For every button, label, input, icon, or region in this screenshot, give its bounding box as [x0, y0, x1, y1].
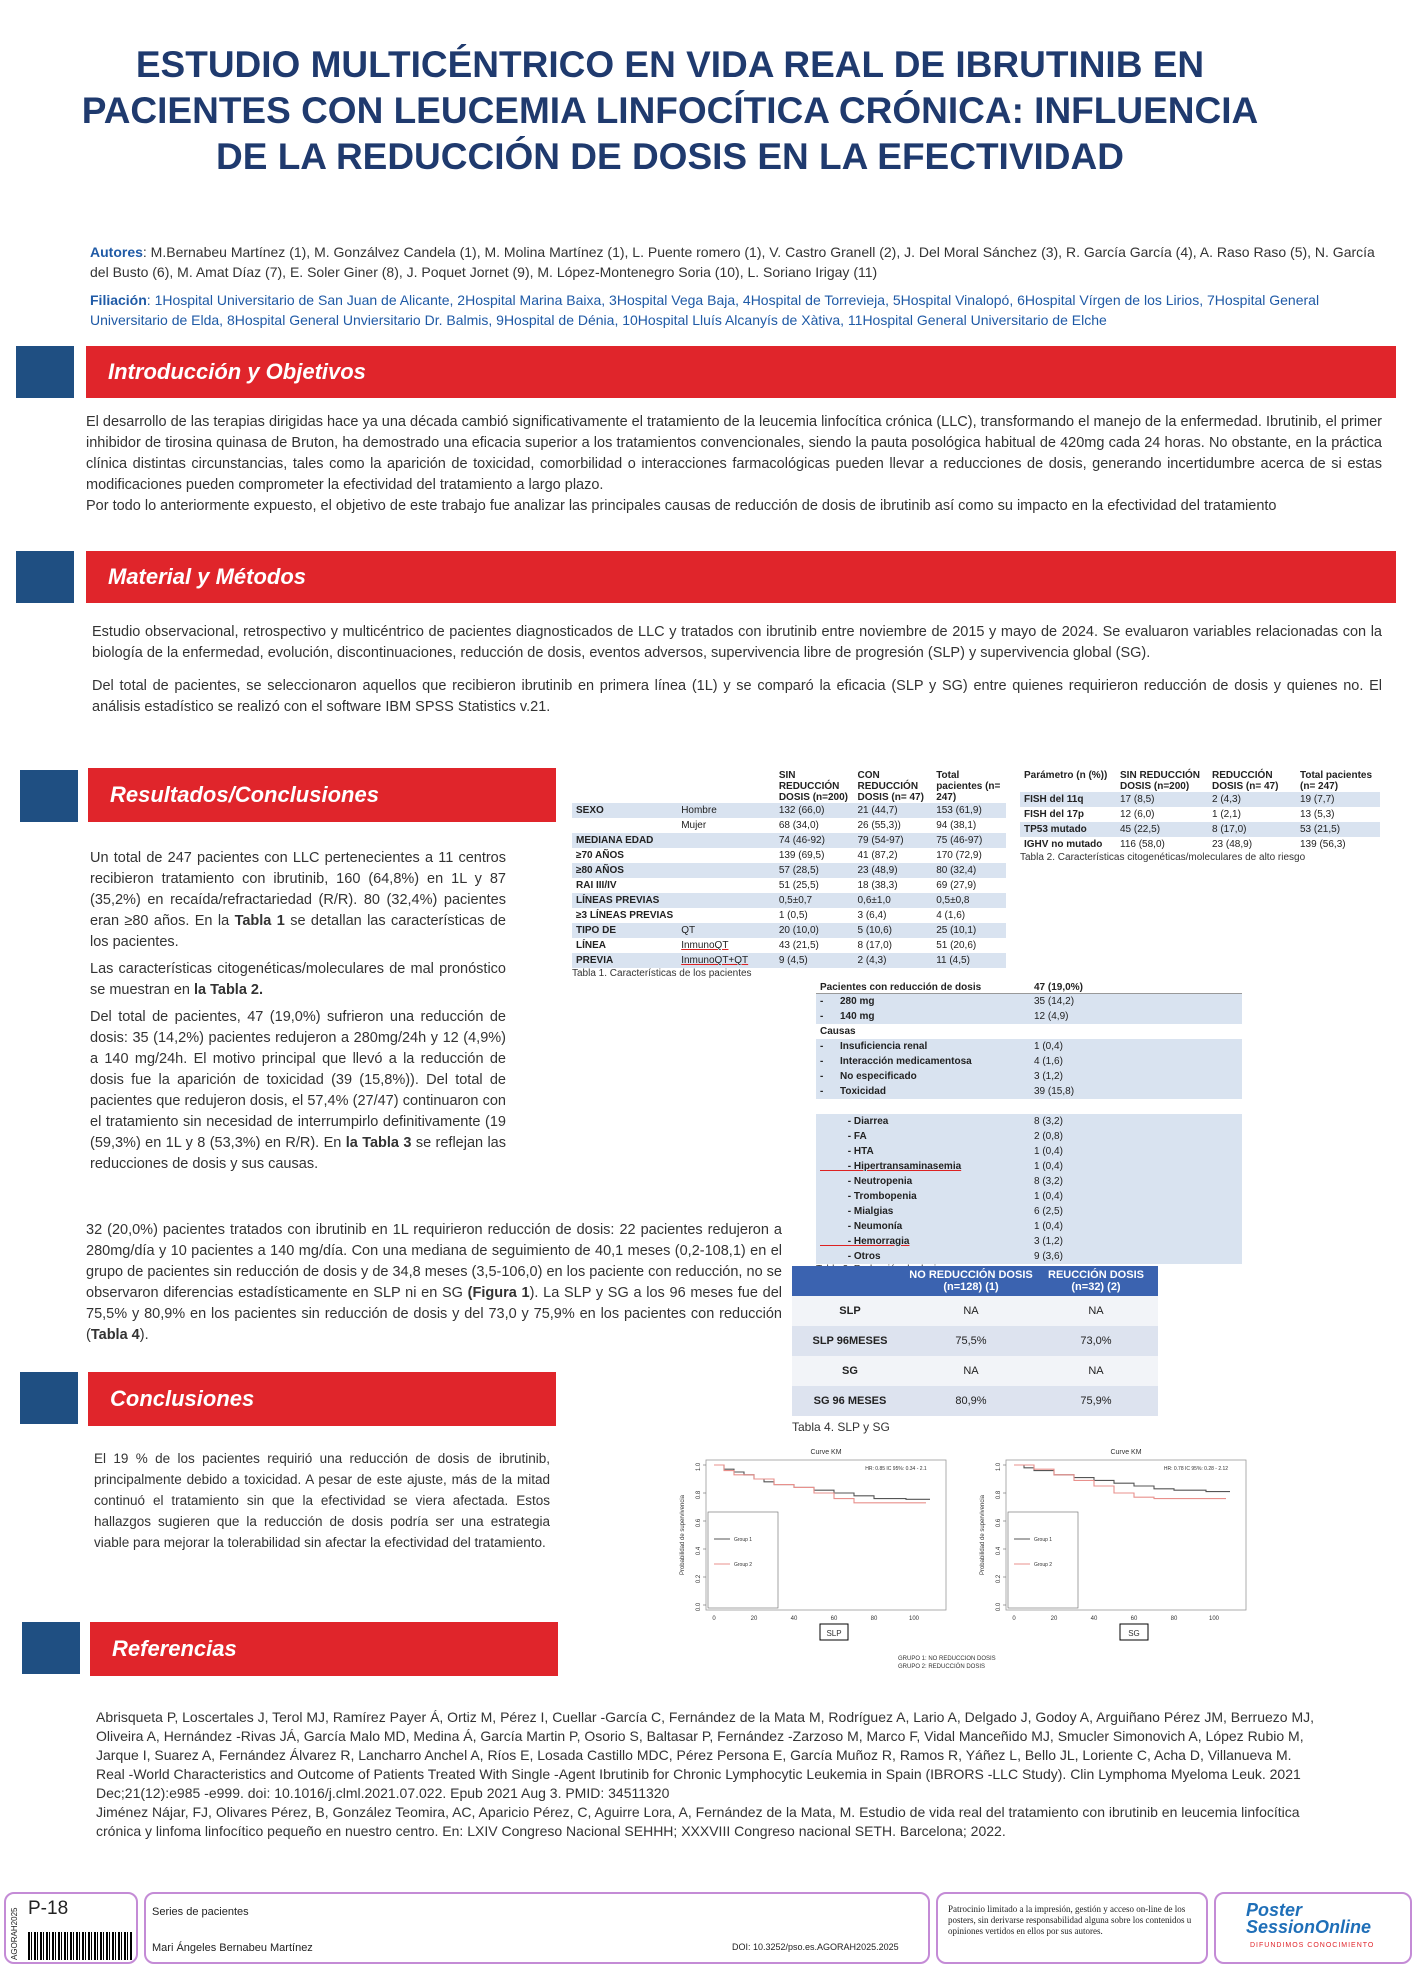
reference-2: Jiménez Nájar, FJ, Olivares Pérez, B, González Teomira, AC, Aparicio Pérez, C, Aguirre Lora, A, Fernández de la Mata, M. Estudio de vida real del tratamiento con ibrutinib en leucemia linfocítica crónica y linfoma linfocítico pequeño en nuestro centro. En: LXIV Congreso Nacional SEHHH; XXXVIII Congreso nacional SETH. Barcelona; 2022.: [96, 1804, 1300, 1839]
km-legend-group1: Group 1: [734, 1537, 753, 1543]
km-ytick: 0.6: [696, 1518, 702, 1528]
methods-square: [16, 551, 74, 603]
km-xtick: 0: [712, 1616, 716, 1622]
table-3-row: - Hemorragia 3 (1,2): [816, 1234, 1242, 1249]
results-text: [90, 848, 506, 1175]
km-xtick: 0: [1012, 1616, 1016, 1622]
logo-text: Poster SessionOnline: [1246, 1900, 1372, 1937]
table-3-row: Causas: [820, 1025, 856, 1037]
table-2: Parámetro (n (%)) SIN REDUCCIÓN DOSIS (n=200) REDUCCIÓN DOSIS (n= 47) Total pacientes (n= 247) FISH del 11q 17 (8,5) 2 (4,3) 19 (7,7) FISH del 17p 12 (6,0) 1 (2,1) 13 (5,3) TP53 mutado 45 (22,5) 8 (17,0) 53 (21,5) IGHV no mutado 116 (58,0) 23 (48,9) 139 (56,3) Tabla 2. Características citogenéticas/moleculares de alto riesgo: [1020, 770, 1380, 863]
km-xtick: 40: [790, 1616, 798, 1622]
barcode: [28, 1932, 132, 1960]
footer-author: Mari Ángeles Bernabeu Martínez: [152, 1942, 313, 1954]
methods-p2: Del total de pacientes, se seleccionaron aquellos que recibieron ibrutinib en primera línea (1L) y se comparó la eficacia (SLP y SG) entre quienes requirieron reducción de dosis y quienes no. El análisis estadístico se realizó con el software IBM SPSS Statistics v.21.: [92, 678, 1382, 715]
table-3-row: - Interacción medicamentosa 4 (1,6): [816, 1054, 1242, 1069]
intro-p2: Por todo lo anteriormente expuesto, el objetivo de este trabajo fue analizar las principales causas de reducción de dosis de ibrutinib así como su impacto en la efectividad del tratamiento: [86, 498, 1277, 514]
table-1-row: SEXO Hombre 132 (66,0) 21 (44,7) 153 (61,9): [572, 803, 1006, 818]
footer-info-box: [144, 1892, 930, 1964]
methods-p1: Estudio observacional, retrospectivo y multicéntrico de pacientes diagnosticados de LLC y tratados con ibrutinib entre noviembre de 2015 y mayo de 2024. Se evaluaron variables relacionadas con la biología de la enfermedad, evolución, discontinuaciones, reducción de dosis, eventos adversos, supervivencia libre de progresión (SLP) y supervivencia global (SG).: [92, 624, 1382, 661]
km-ytick: 0.6: [996, 1518, 1002, 1528]
intro-square: [16, 346, 74, 398]
table-4: NO REDUCCIÓN DOSIS (n=128) (1) REUCCIÓN DOSIS (n=32) (2) SLP NA NA SLP 96MESES 75,5% 73,0% SG NA NA SG 96 MESES 80,9% 75,9% Tabla 4. SLP y SG: [792, 1266, 1158, 1434]
km-xtick: 20: [750, 1616, 758, 1622]
affiliations: [90, 290, 1380, 330]
table-3-row: [816, 1099, 1242, 1114]
table-4-row: SG NA NA: [792, 1356, 1158, 1386]
footer-doi: DOI: 10.3252/pso.es.AGORAH2025.2025: [732, 1942, 899, 1952]
table-3-row: - Hipertransaminasemia 1 (0,4): [816, 1159, 1242, 1174]
reference-1: Abrisqueta P, Loscertales J, Terol MJ, Ramírez Payer Á, Ortiz M, Pérez I, Cuellar -García C, Fernández de la Mata M, Rodríguez A, Lario A, Delgado J, Godoy A, Arguiñano Pérez JM, Berruezo MJ, Oliveira A, Hernández -Rivas JÁ, García Malo MD, Medina Á, García Martin P, Osorio S, Baltasar P, Fernández -Zarzoso M, Marco F, Vidal Manceñido MJ, Smucler Simonovich A, López Rubio M, Jarque I, Suarez A, Fernández Álvarez R, Lancharro Anchel A, Ríos E, Losada Castillo MDC, Pérez Persona E, García Muñoz R, Ramos R, Yáñez L, Bello JL, Loriente C, Acha D, Villanueva M. Real -World Characteristics and Outcome of Patients Treated With Single -Agent Ibrutinib for Chronic Lymphocytic Leukemia in Spain (IBRORS -LLC Study). Clin Lymphoma Myeloma Leuk. 2021 Dec;21(12):e985 -e999. doi: 10.1016/j.clml.2021.07.022. Epub 2021 Aug 3. PMID: 34511320: [96, 1709, 1315, 1801]
table-2-row: TP53 mutado 45 (22,5) 8 (17,0) 53 (21,5): [1020, 822, 1380, 837]
references-square: [22, 1622, 80, 1674]
km-ytick: 0.8: [996, 1490, 1002, 1500]
results-p4: 32 (20,0%) pacientes tratados con ibrutinib en 1L requirieron reducción de dosis: 22 pacientes redujeron a 280mg/día y 10 pacientes a 140 mg/día. Con una mediana de seguimiento de 40,1 meses (0,2-108,1) en el grupo de pacientes sin reducción de dosis y de 34,8 meses (3,5-106,0) en los paciente con reducción, no se observaron diferencias estadísticamente en SLP ni en SG (Figura 1). La SLP y SG a los 96 meses fue del 75,5% y 80,9% en los pacientes sin reducción de dosis y del 73,0 y 75,9% en los pacientes con reducción (Tabla 4).: [86, 1222, 782, 1343]
km-legend-box: [708, 1512, 778, 1608]
km-panel-label: SLP: [826, 1629, 842, 1638]
intro-text: [86, 412, 1382, 517]
km-ytick: 1.0: [696, 1462, 702, 1472]
table-1-row: Mujer 68 (34,0) 26 (55,3)) 94 (38,1): [681, 820, 977, 831]
km-ylabel: Probabilidad de supervivencia: [680, 1494, 686, 1576]
table-3-row: - 140 mg 12 (4,9): [816, 1009, 1242, 1024]
km-xtick: 80: [870, 1616, 878, 1622]
intro-p1: El desarrollo de las terapias dirigidas hace ya una década cambió significativamente el tratamiento de la leucemia linfocítica crónica (LLC), transformando el manejo de la enfermedad. Ibrutinib, el primer inhibidor de tirosina quinasa de Bruton, ha demostrado una eficacia superior a los tratamientos convencionales, siendo la pauta posológica habitual de 420mg cada 24 horas. No obstante, en la práctica clínica distintas circunstancias, tales como la aparición de toxicidad, comorbilidad o interacciones farmacológicas pueden llevar a reducciones de dosis, generando incertidumbre acerca de si estas modificaciones pueden comprometer la efectividad del tratamiento a largo plazo.: [86, 414, 1383, 493]
poster-id: P-18: [28, 1898, 69, 1919]
conclusions-text: El 19 % de los pacientes requirió una reducción de dosis de ibrutinib, principalmente debido a toxicidad. A pesar de este ajuste, más de la mitad continuó el tratamiento sin que la efectividad se viera afectada. Estos hallazgos sugieren que la reducción de dosis podría ser una estrategia viable para mejorar la tolerabilidad sin afectar la efectividad del tratamiento.: [94, 1451, 550, 1550]
km-xtick: 20: [1050, 1616, 1058, 1622]
table-3-row: - Insuficiencia renal 1 (0,4): [816, 1039, 1242, 1054]
footer-logo-box[interactable]: [1214, 1892, 1412, 1964]
table-3-row: - 280 mg 35 (14,2): [816, 994, 1242, 1009]
side-code: AGORAH2025: [10, 1907, 19, 1960]
table-1-row: LÍNEAS PREVIAS 0,5±0,7 0,6±1,0 0,5±0,8: [572, 893, 1006, 908]
km-xtick: 100: [908, 1616, 920, 1622]
km-xtick: 40: [1090, 1616, 1098, 1622]
km-legend-group2: Group 2: [734, 1562, 753, 1568]
table-4-caption: Tabla 4. SLP y SG: [792, 1420, 890, 1434]
table-1-row: ≥3 LÍNEAS PREVIAS 1 (0,5) 3 (6,4) 4 (1,6): [576, 910, 966, 921]
table-2-caption: Tabla 2. Características citogenéticas/moleculares de alto riesgo: [1020, 852, 1306, 863]
table-3-row: - No especificado 3 (1,2): [816, 1069, 1242, 1084]
conclusions-header: Conclusiones: [88, 1372, 556, 1426]
km-legend-group2: Group 2: [1034, 1562, 1053, 1568]
km-group-legend-2: GRUPO 2: REDUCCIÓN DOSIS: [898, 1664, 986, 1670]
table-1-row: ≥70 AÑOS 139 (69,5) 41 (87,2) 170 (72,9): [576, 850, 982, 861]
references-list: [96, 1708, 1318, 1841]
methods-text: [92, 622, 1382, 718]
table-2-row: FISH del 17p 12 (6,0) 1 (2,1) 13 (5,3): [1024, 809, 1335, 820]
km-title: Curve KM: [1110, 1449, 1142, 1456]
affil-label: Filiación: [90, 292, 147, 308]
intro-header: Introducción y Objetivos: [86, 346, 1396, 398]
table-3-row: - Neumonía 1 (0,4): [816, 1219, 1242, 1234]
km-ytick: 0.4: [996, 1546, 1002, 1556]
table-1-row: RAI III/IV 51 (25,5) 18 (38,3) 69 (27,9): [576, 880, 977, 891]
logo-sub: DIFUNDIMOS CONOCIMIENTO: [1250, 1942, 1375, 1949]
table-1-row: LÍNEA InmunoQT 43 (21,5) 8 (17,0) 51 (20,6): [576, 940, 977, 951]
table-1-row: MEDIANA EDAD 74 (46-92) 79 (54-97) 75 (46-97): [572, 833, 1006, 848]
table-3-row: - HTA 1 (0,4): [816, 1144, 1242, 1159]
km-legend-group1: Group 1: [1034, 1537, 1053, 1543]
table-4-row: SG 96 MESES 80,9% 75,9%: [792, 1386, 1158, 1416]
affil-list: : 1Hospital Universitario de San Juan de Alicante, 2Hospital Marina Baixa, 3Hospital Vega Baja, 4Hospital de Torrevieja, 5Hospital Vinalopó, 6Hospital Vírgen de los Lirios, 7Hospital General Universitario de Elda, 8Hospital General Unviersitario Dr. Balmis, 9Hospital de Dénia, 10Hospital Lluís Alcanyís de Xàtiva, 11Hospital General Universitario de Elche: [90, 292, 1320, 328]
km-legend-box: [1008, 1512, 1078, 1608]
table-1-row: ≥80 AÑOS 57 (28,5) 23 (48,9) 80 (32,4): [572, 863, 1006, 878]
table-1-row: TIPO DE QT 20 (10,0) 5 (10,6) 25 (10,1): [572, 923, 1006, 938]
footer-disclaimer-box: [936, 1892, 1208, 1964]
footer-id-box: [4, 1892, 138, 1964]
table-1-row: PREVIA InmunoQT+QT 9 (4,5) 2 (4,3) 11 (4,5): [572, 953, 1006, 968]
table-3-row: - Neutropenia 8 (3,2): [816, 1174, 1242, 1189]
km-xtick: 100: [1208, 1616, 1220, 1622]
km-ytick: 0.4: [696, 1546, 702, 1556]
table-3: Pacientes con reducción de dosis 47 (19,0%) - 280 mg 35 (14,2) - 140 mg 12 (4,9) Causas - Insuficiencia renal 1 (0,4) - Interacción medicamentosa 4 (1,6) - No especificado 3 (1,2) - Toxicidad 39 (15,8) - Diarrea 8 (3,2) - FA 2 (0,8) - HTA 1 (0,4) - Hipertransaminasemia 1 (0,4) - Neutropenia 8 (3,2) - Trombopenia 1 (0,4) - Mialgias 6 (2,5) - Neumonía 1 (0,4) - Hemorragia 3 (1,2) - Otros 9 (3,6): [816, 982, 1242, 1275]
km-ytick: 1.0: [996, 1462, 1002, 1472]
results-square: [20, 770, 78, 822]
authors-label: Autores: [90, 244, 143, 260]
conclusions-square: [20, 1372, 78, 1424]
table-1-caption: Tabla 1. Características de los pacientes: [572, 968, 752, 979]
table-4-row: SLP NA NA: [792, 1296, 1158, 1326]
results-header: Resultados/Conclusiones: [88, 768, 556, 822]
authors-list: : M.Bernabeu Martínez (1), M. Gonzálvez Candela (1), M. Molina Martínez (1), L. Puente romero (1), V. Castro Granell (2), J. Del Moral Sánchez (3), R. García García (4), A. Raso Raso (5), N. García del Busto (6), M. Amat Díaz (7), E. Soler Giner (8), J. Poquet Jornet (9), M. López-Montenegro Soria (10), L. Soriano Irigay (11): [90, 244, 1375, 280]
km-ytick: 0.2: [996, 1574, 1002, 1584]
table-3-row: - FA 2 (0,8): [816, 1129, 1242, 1144]
km-group-legend-1: GRUPO 1: NO REDUCCION DOSIS: [898, 1656, 996, 1662]
methods-header: Material y Métodos: [86, 551, 1396, 603]
km-ytick: 0.0: [996, 1602, 1002, 1612]
footer-category: Series de pacientes: [152, 1906, 249, 1918]
footer-disclaimer: Patrocinio limitado a la impresión, gestión y acceso on-line de los posters, sin derivarse responsabilidad alguna sobre los contenidos u opiniones vertidos en ellos por sus autores.: [948, 1904, 1192, 1936]
km-hr: HR: 0.85 IC 95%: 0.34 - 2.1: [865, 1466, 927, 1472]
km-ytick: 0.0: [696, 1602, 702, 1612]
km-xtick: 80: [1170, 1616, 1178, 1622]
km-hr: HR: 0.78 IC 95%: 0.28 - 2.12: [1163, 1466, 1229, 1472]
table-3-row: - Trombopenia 1 (0,4): [816, 1189, 1242, 1204]
poster-title: ESTUDIO MULTICÉNTRICO EN VIDA REAL DE IBRUTINIB EN PACIENTES CON LEUCEMIA LINFOCÍTICA CRÓNICA: INFLUENCIA DE LA REDUCCIÓN DE DOSIS EN LA EFECTIVIDAD: [81, 44, 1259, 177]
table-1: SIN REDUCCIÓN DOSIS (n=200) CON REDUCCIÓN DOSIS (n= 47) Total pacientes (n= 247) SEXO Hombre 132 (66,0) 21 (44,7) 153 (61,9) Mujer 68 (34,0) 26 (55,3)) 94 (38,1) MEDIANA EDAD 74 (46-92) 79 (54-97) 75 (46-97) ≥70 AÑOS 139 (69,5) 41 (87,2) 170 (72,9) ≥80 AÑOS 57 (28,5) 23 (48,9) 80 (32,4) RAI III/IV 51 (25,5) 18 (38,3) 69 (27,9) LÍNEAS PREVIAS 0,5±0,7 0,6±1,0 0,5±0,8 ≥3 LÍNEAS PREVIAS 1 (0,5) 3 (6,4) 4 (1,6) TIPO DE QT 20 (10,0) 5 (10,6) 25 (10,1) LÍNEA InmunoQT 43 (21,5) 8 (17,0) 51 (20,6) PREVIA InmunoQT+QT 9 (4,5) 2 (4,3) 11 (4,5) Tabla 1. Características de los pacientes: [572, 770, 1006, 979]
km-xtick: 60: [1130, 1616, 1138, 1622]
km-ytick: 0.8: [696, 1490, 702, 1500]
km-title: Curve KM: [810, 1449, 842, 1456]
table-2-row: FISH del 11q 17 (8,5) 2 (4,3) 19 (7,7): [1020, 792, 1380, 807]
table-3-row: - Toxicidad 39 (15,8): [816, 1084, 1242, 1099]
results-p1: Un total de 247 pacientes con LLC pertenecientes a 11 centros recibieron tratamiento con ibrutinib, 160 (64,8%) en 1L y 87 (35,2%) en recaída/refractariedad (R/R). 80 (32,4%) pacientes eran ≥80 años. En la Tabla 1 se detallan las características de los pacientes.: [90, 850, 507, 950]
km-ylabel: Probabilidad de supervivencia: [980, 1494, 986, 1576]
table-4-row: SLP 96MESES 75,5% 73,0%: [792, 1326, 1158, 1356]
km-xtick: 60: [830, 1616, 838, 1622]
table-3-row: - Diarrea 8 (3,2): [816, 1114, 1242, 1129]
table-2-row: IGHV no mutado 116 (58,0) 23 (48,9) 139 (56,3): [1024, 839, 1346, 850]
km-figure: [640, 1440, 1290, 1670]
authors: [90, 242, 1380, 282]
km-panel-label: SG: [1128, 1629, 1140, 1638]
table-3-row: - Mialgias 6 (2,5): [816, 1204, 1242, 1219]
table-3-row: - Otros 9 (3,6): [816, 1249, 1242, 1264]
results-p3: Del total de pacientes, 47 (19,0%) sufrieron una reducción de dosis: 35 (14,2%) pacientes redujeron a 280mg/24h y 12 (4,9%) a 140 mg/24h. El motivo principal que llevó a la reducción de dosis fue la aparición de toxicidad (39 (15,8%)). Del total de pacientes que redujeron dosis, el 57,4% (27/47) continuaron con el tratamiento sin necesidad de interrumpirlo definitivamente (19 (59,3%) en 1L y 8 (53,3%) en R/R). En la Tabla 3 se reflejan las reducciones de dosis y sus causas.: [90, 1009, 506, 1172]
references-header: Referencias: [90, 1622, 558, 1676]
km-ytick: 0.2: [696, 1574, 702, 1584]
results-p2: Las características citogenéticas/moleculares de mal pronóstico se muestran en la Tabla 2.: [90, 961, 506, 998]
